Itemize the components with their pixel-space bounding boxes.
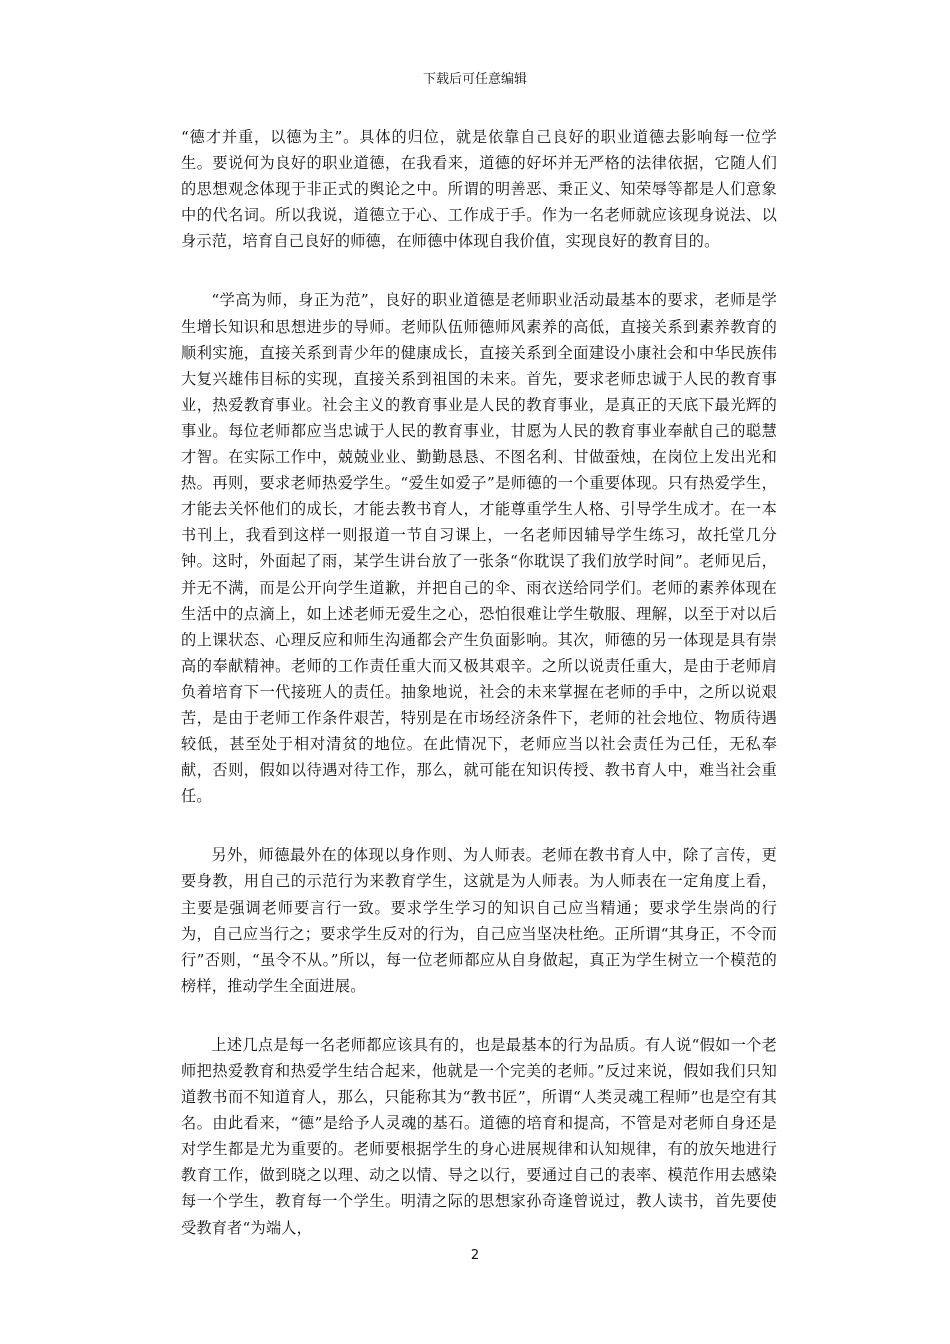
page-number: 2 — [470, 1248, 480, 1263]
paragraph-4: 上述几点是每一名老师都应该具有的，也是最基本的行为品质。有人说“假如一个老师把热爱教育和热爱学生结合起来，他就是一个完美的老师。”反过来说，假如我们只知道教书而不知道育人，那么，只能称其为“教书匠”，所谓“人类灵魂工程师”也是空有其名。由此看来，“德”是给予人灵魂的基石。道德的培育和提高，不管是对老师自身还是对学生都是尤为重要的。老师要根据学生的身心进展规律和认知规律，有的放矢地进行教育工作，做到晓之以理、动之以情、导之以行，要通过自己的表率、模范作用去感染每一个学生，教育每一个学生。明清之际的思想家孙奇逢曾说过，教人读书，首先要使受教育者“为端人， — [181, 1035, 777, 1237]
page-header: 下载后可任意编辑 — [422, 72, 527, 87]
paragraph-1: “德才并重，以德为主”。具体的归位，就是依靠自己良好的职业道德去影响每一位学生。要说何为良好的职业道德，在我看来，道德的好坏并无严格的法律依据，它随人们的思想观念体现于非正式的舆论之中。所谓的明善恶、秉正义、知荣辱等都是人们意象中的代名词。所以我说，道德立于心、工作成于手。作为一名老师就应该现身说法、以身示范，培育自己良好的师德，在师德中体现自我价值，实现良好的教育目的。 — [181, 128, 777, 251]
paragraph-3: 另外，师德最外在的体现以身作则、为人师表。老师在教书育人中，除了言传，更要身教，用自己的示范行为来教育学生，这就是为人师表。为人师表在一定角度上看，主要是强调老师要言行一致。要求学生学习的知识自己应当精通；要求学生崇尚的行为，自己应当行之；要求学生反对的行为，自己应当坚决杜绝。正所谓“其身正，不令而行”否则，“虽令不从。”所以，每一位老师都应从自身做起，真正为学生树立一个模范的榜样，推动学生全面进展。 — [181, 846, 777, 995]
paragraph-2: “学高为师，身正为范”，良好的职业道德是老师职业活动最基本的要求，老师是学生增长知识和思想进步的导师。老师队伍师德师风素养的高低，直接关系到素养教育的顺利实施，直接关系到青少年的健康成长，直接关系到全面建设小康社会和中华民族伟大复兴雄伟目标的实现，直接关系到祖国的未来。首先，要求老师忠诚于人民的教育事业，热爱教育事业。社会主义的教育事业是人民的教育事业，是真正的天底下最光辉的事业。每位老师都应当忠诚于人民的教育事业，甘愿为人民的教育事业奉献自己的聪慧才智。在实际工作中，兢兢业业、勤勤恳恳、不图名利、甘做蚕烛，在岗位上发出光和热。再则，要求老师热爱学生。“爱生如爱子”是师德的一个重要体现。只有热爱学生，才能去关怀他们的成长，才能去教书育人，才能尊重学生人格、引导学生成才。在一本书刊上，我看到这样一则报道一节自习课上，一名老师因辅导学生练习，故托堂几分钟。这时，外面起了雨，某学生讲台放了一张条“你耽误了我们放学时间”。老师见后，并无不满，而是公开向学生道歉，并把自己的伞、雨衣送给同学们。老师的素养体现在生活中的点滴上，如上述老师无爱生之心，恐怕很难让学生敬服、理解，以至于对以后的上课状态、心理反应和师生沟通都会产生负面影响。其次，师德的另一体现是具有崇高的奉献精神。老师的工作责任重大而又极其艰辛。之所以说责任重大，是由于老师肩负着培育下一代接班人的责任。抽象地说，社会的未来掌握在老师的手中，之所以说艰苦，是由于老师工作条件艰苦，特别是在市场经济条件下，老师的社会地位、物质待遇较低，甚至处于相对清贫的地位。在此情况下，老师应当以社会责任为己任，无私奉献，否则，假如以待遇对待工作，那么，就可能在知识传授、教书育人中，难当社会重任。 — [181, 291, 777, 806]
document-body — [181, 124, 777, 1241]
